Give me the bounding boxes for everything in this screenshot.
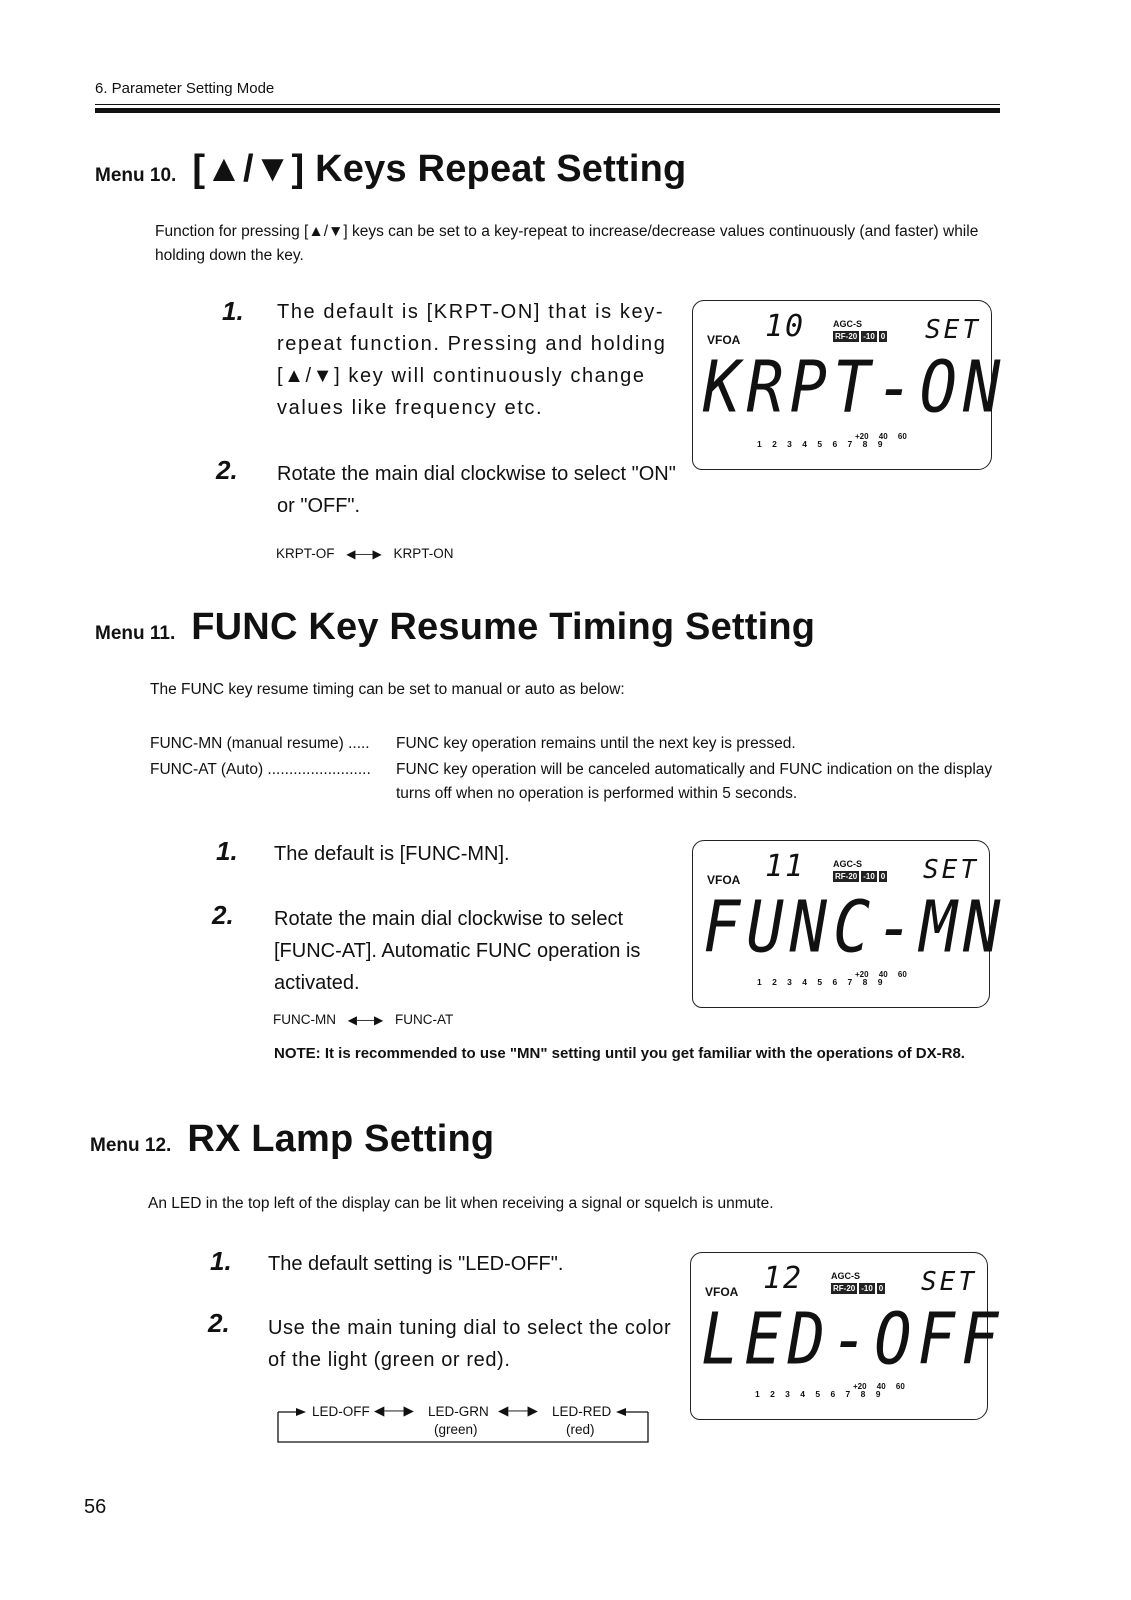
menu10-step1-number: 1. [222, 296, 244, 326]
seq-led-red: LED-RED [552, 1404, 612, 1419]
note-text: It is recommended to use "MN" setting until you get familiar with the operations of DX-R8. [324, 1045, 965, 1062]
header-rule-thick [95, 108, 1000, 113]
menu12-cycle-diagram [276, 1400, 650, 1444]
seq-led-red-sub: (red) [566, 1422, 595, 1437]
menu12-lcd-display [690, 1252, 1005, 1420]
menu10-title-row [95, 148, 686, 191]
lcd-badge-10: -10 [863, 332, 875, 341]
header-rule-thin [95, 104, 1000, 105]
double-arrow-icon: ◀──▶ [374, 1403, 414, 1418]
seq-led-grn-sub: (green) [434, 1422, 478, 1437]
menu11-step2-text: Rotate the main dial clockwise to select [FUNC-AT]. Automatic FUNC operation is activated. [274, 908, 641, 994]
menu11-lcd-display [692, 840, 1007, 1008]
menu11-note [274, 1042, 1000, 1066]
seq-led-grn: LED-GRN [428, 1404, 489, 1419]
lcd-attenuator-badges [831, 1283, 885, 1294]
note-label: NOTE: [274, 1045, 321, 1062]
menu10-label: Menu 10. [95, 165, 177, 186]
menu10-step2-number: 2. [216, 455, 238, 485]
lcd-vfoa-indicator: VFOA [707, 333, 741, 347]
lcd-menu-number: 12 [763, 1261, 804, 1296]
menu12-step1-number: 1. [210, 1246, 232, 1276]
lcd-s-meter-scale: 1 2 3 4 5 6 7 8 9 [755, 1389, 885, 1399]
menu11-option1-value: FUNC key operation remains until the next key is pressed. [396, 735, 796, 752]
lcd-attenuator-badges [833, 331, 887, 342]
lcd-badge-0: 0 [880, 332, 886, 341]
menu11-step2-number: 2. [212, 900, 234, 930]
menu11-description: The FUNC key resume timing can be set to manual or auto as below: [150, 681, 625, 698]
menu10-description: Function for pressing [▲/▼] keys can be set to a key-repeat to increase/decrease values continuously (and faster) while holding down the key. [155, 223, 979, 264]
menu11-step1-text: The default is [FUNC-MN]. [274, 843, 510, 865]
lcd-vfoa-indicator: VFOA [707, 873, 741, 887]
lcd-set-indicator: SET [925, 315, 981, 345]
seq-led-off: LED-OFF [312, 1404, 370, 1419]
menu10-sequence [276, 546, 454, 561]
lcd-badge-0: 0 [878, 1284, 884, 1293]
seq-func-at: FUNC-AT [395, 1012, 454, 1027]
menu12-step2-text: Use the main tuning dial to select the color of the light (green or red). [268, 1317, 672, 1371]
lcd-badge-10: -10 [861, 1284, 873, 1293]
lcd-agc-indicator: AGC-S [833, 319, 862, 329]
lcd-badge-10: -10 [863, 872, 875, 881]
page-number: 56 [84, 1496, 107, 1518]
lcd-menu-number: 11 [765, 849, 806, 884]
section-header: 6. Parameter Setting Mode [95, 80, 275, 97]
lcd-set-indicator: SET [921, 1267, 977, 1297]
lcd-attenuator-badges [833, 871, 887, 882]
menu12-step1-text: The default setting is "LED-OFF". [268, 1253, 564, 1275]
double-arrow-icon: ◀──▶ [347, 1013, 384, 1027]
menu10-step1-text: The default is [KRPT-ON] that is key-repeat function. Pressing and holding [▲/▼] key will continuously change values like frequency etc. [277, 301, 667, 419]
lcd-main-readout: FUNC-MN [703, 885, 1007, 969]
lcd-agc-indicator: AGC-S [831, 1271, 860, 1281]
lcd-agc-indicator: AGC-S [833, 859, 862, 869]
menu11-heading: FUNC Key Resume Timing Setting [191, 606, 816, 648]
lcd-main-readout: LED-OFF [701, 1297, 1005, 1381]
double-arrow-icon: ◀──▶ [346, 547, 382, 561]
menu12-title-row [90, 1118, 494, 1161]
lcd-s-meter-scale: 1 2 3 4 5 6 7 8 9 [757, 977, 887, 987]
lcd-set-indicator: SET [923, 855, 979, 885]
menu11-label: Menu 11. [95, 623, 176, 644]
lcd-badge-rf: RF-20 [835, 332, 858, 341]
menu11-option1-key: FUNC-MN (manual resume) ..... [150, 735, 370, 752]
menu10-lcd-display [692, 300, 1007, 470]
lcd-badge-rf: RF-20 [835, 872, 858, 881]
menu11-title-row [95, 606, 815, 649]
menu12-label: Menu 12. [90, 1135, 172, 1156]
seq-krpt-of: KRPT-OF [276, 546, 335, 561]
menu12-description: An LED in the top left of the display can be lit when receiving a signal or squelch is unmute. [148, 1195, 774, 1212]
seq-krpt-on: KRPT-ON [393, 546, 454, 561]
seq-func-mn: FUNC-MN [273, 1012, 336, 1027]
menu11-sequence [273, 1012, 453, 1027]
menu10-heading: [▲/▼] Keys Repeat Setting [192, 148, 687, 190]
lcd-badge-0: 0 [880, 872, 886, 881]
menu11-option2-value: FUNC key operation will be canceled automatically and FUNC indication on the display turns off when no operation is performed within 5 seconds. [396, 761, 993, 802]
double-arrow-icon: ◀──▶ [498, 1403, 538, 1418]
menu12-step2-number: 2. [208, 1308, 230, 1338]
lcd-menu-number: 10 [765, 309, 806, 344]
lcd-s-meter-scale: 1 2 3 4 5 6 7 8 9 [757, 439, 887, 449]
lcd-badge-rf: RF-20 [833, 1284, 856, 1293]
lcd-s-meter-scale-plus: +20 40 60 [855, 970, 907, 979]
lcd-s-meter-scale-plus: +20 40 60 [853, 1382, 905, 1391]
lcd-s-meter-scale-plus: +20 40 60 [855, 432, 907, 441]
menu11-option2-key: FUNC-AT (Auto) ........................ [150, 761, 371, 778]
lcd-vfoa-indicator: VFOA [705, 1285, 739, 1299]
lcd-main-readout: KRPT-ON [703, 345, 1007, 429]
menu11-step1-number: 1. [216, 836, 238, 866]
menu10-step2-text: Rotate the main dial clockwise to select "ON" or "OFF". [277, 463, 676, 517]
menu12-heading: RX Lamp Setting [187, 1118, 495, 1160]
